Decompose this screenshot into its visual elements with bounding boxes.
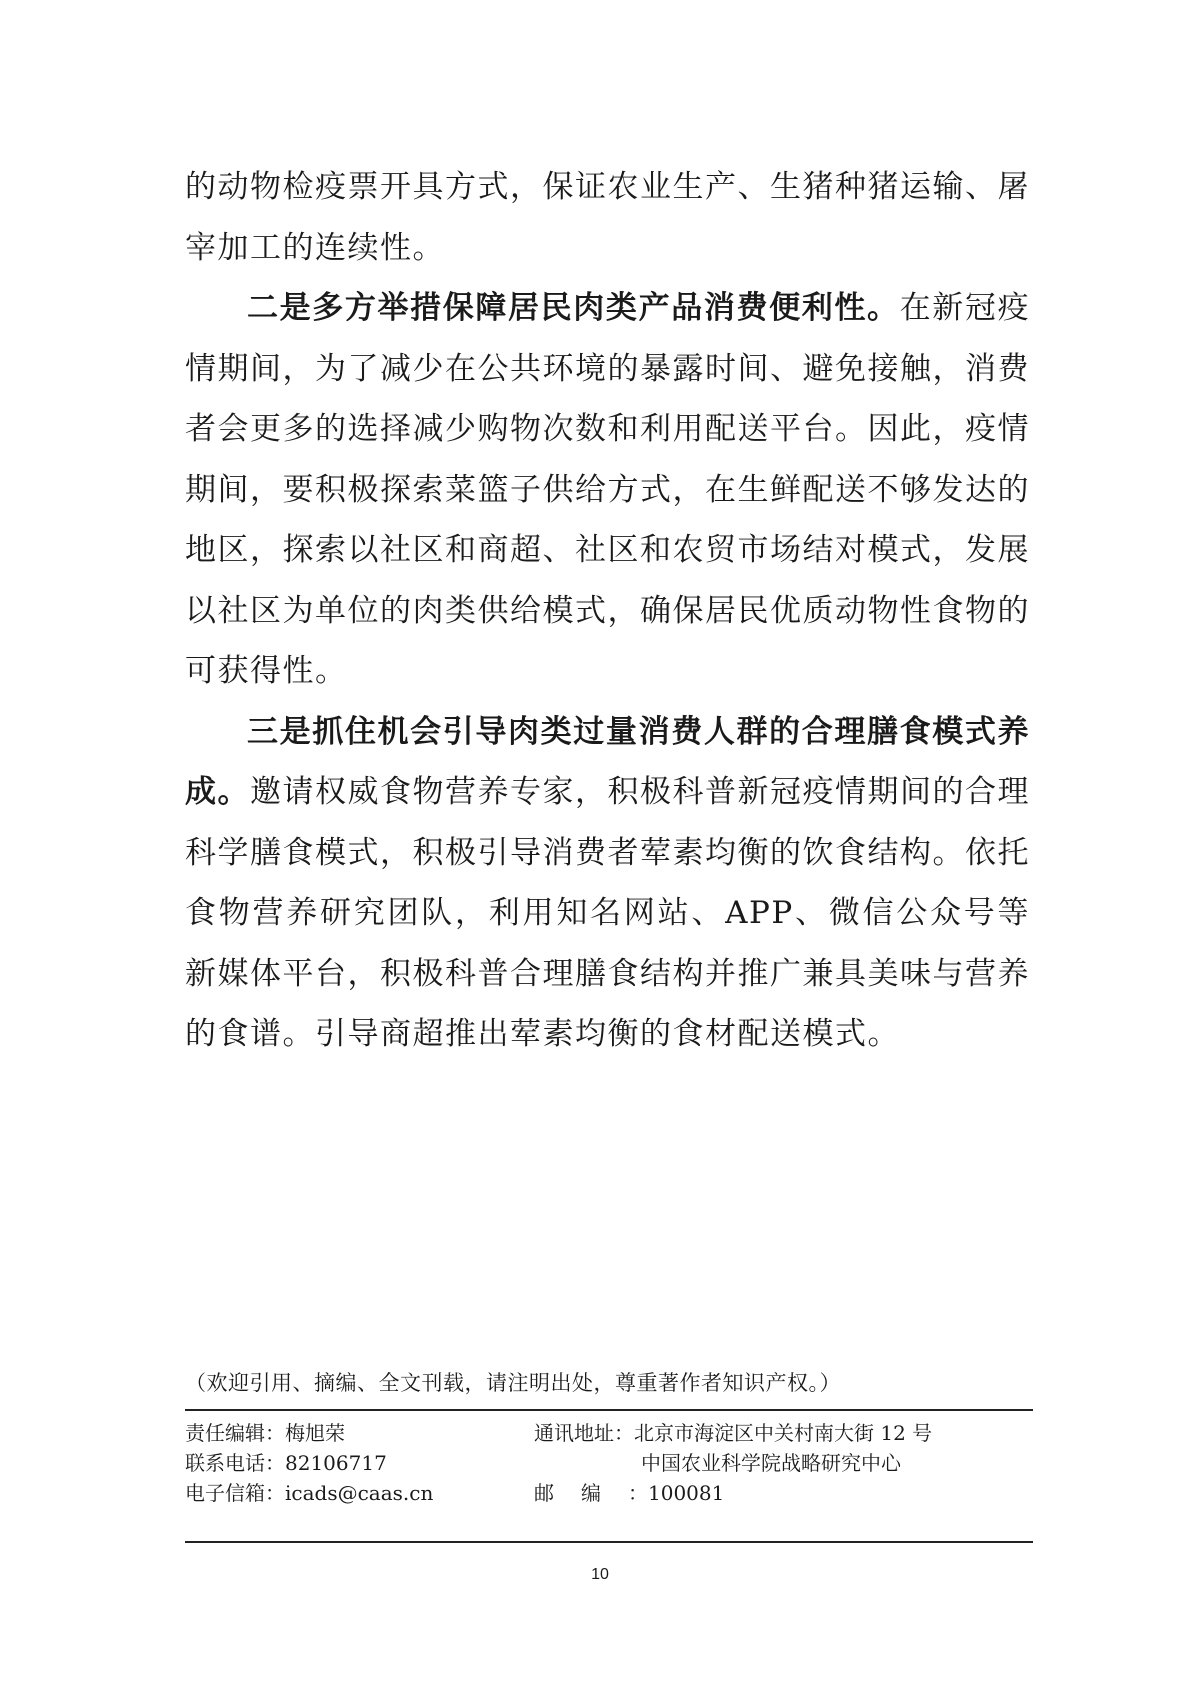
paragraph-2-heading: 二是多方举措保障居民肉类产品消费便利性。 bbox=[247, 290, 900, 326]
zip-value: ：100081 bbox=[628, 1481, 725, 1505]
article-body bbox=[185, 157, 1030, 1065]
footer-top-divider bbox=[185, 1409, 1033, 1411]
address-line-2: 中国农业科学院战略研究中心 bbox=[641, 1451, 901, 1475]
zip-line bbox=[534, 1478, 1034, 1508]
email-line: 电子信箱：icads@caas.cn bbox=[185, 1481, 434, 1505]
paragraph-2 bbox=[185, 278, 1030, 702]
zip-label: 邮编 bbox=[534, 1481, 628, 1505]
paragraph-3-heading: 三是抓住机会引导肉类过量消费人群的合理膳食模式养成。 bbox=[185, 713, 1030, 810]
paragraph-3-text: 邀请权威食物营养专家，积极科普新冠疫情期间的合理科学膳食模式，积极引导消费者荤素均衡的饮食结构。依托食物营养研究团队，利用知名网站、APP、微信公众号等新媒体平台，积极科普合理膳食结构并推广兼具美味与营养的食谱。引导商超推出荤素均衡的食材配送模式。 bbox=[185, 774, 1030, 1052]
paragraph-1: 的动物检疫票开具方式，保证农业生产、生猪种猪运输、屠宰加工的连续性。 bbox=[185, 169, 1030, 266]
contact-right bbox=[534, 1418, 1034, 1508]
phone-line: 联系电话：82106717 bbox=[185, 1451, 387, 1475]
page-number: 10 bbox=[591, 1566, 609, 1583]
footer-bottom-divider bbox=[185, 1541, 1033, 1543]
paragraph-2-text: 在新冠疫情期间，为了减少在公共环境的暴露时间、避免接触，消费者会更多的选择减少购物次数和利用配送平台。因此，疫情期间，要积极探索菜篮子供给方式，在生鲜配送不够发达的地区，探索以社区和商超、社区和农贸市场结对模式，发展以社区为单位的肉类供给模式，确保居民优质动物性食物的可获得性。 bbox=[185, 290, 1031, 689]
address-line-1: 通讯地址：北京市海淀区中关村南大街 12 号 bbox=[534, 1421, 933, 1445]
citation-note: （欢迎引用、摘编、全文刊载，请注明出处，尊重著作者知识产权。） bbox=[185, 1371, 841, 1395]
editor-line: 责任编辑：梅旭荣 bbox=[185, 1421, 345, 1445]
paragraph-3 bbox=[185, 702, 1030, 1065]
contact-left bbox=[185, 1418, 505, 1508]
